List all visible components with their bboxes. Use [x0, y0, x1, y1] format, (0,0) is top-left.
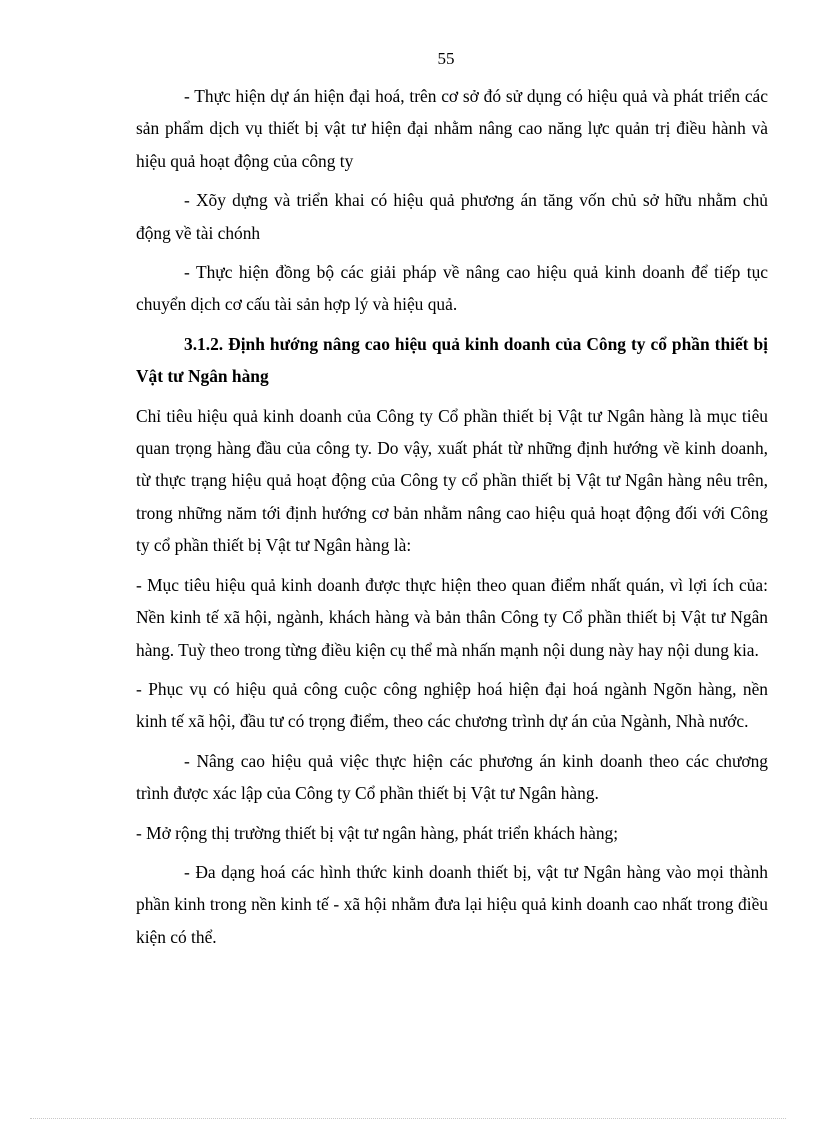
paragraph-capital: - Xõy dựng và triển khai có hiệu quả phương án tăng vốn chủ sở hữu nhằm chủ động về tài chónh [136, 190, 768, 243]
page-body [136, 80, 768, 960]
section-heading: 3.1.2. Định hướng nâng cao hiệu quả kinh doanh của Công ty cổ phần thiết bị Vật tư Ngân hàng [136, 333, 768, 387]
paragraph-solutions: - Thực hiện đồng bộ các giải pháp về nâng cao hiệu quả kinh doanh để tiếp tục chuyển dịch cơ cấu tài sản hợp lý và hiệu quả. [136, 262, 768, 315]
paragraph-objective: - Mục tiêu hiệu quả kinh doanh được thực hiện theo quan điểm nhất quán, vì lợi ích của: Nền kinh tế xã hội, ngành, khách hàng và bản thân Công ty Cổ phần thiết bị Vật tư Ngân hàng. Tuỳ theo trong từng điều kiện cụ thể mà nhấn mạnh nội dung này hay nội dung kia. [136, 574, 768, 660]
paragraph-intro: Chỉ tiêu hiệu quả kinh doanh của Công ty Cổ phần thiết bị Vật tư Ngân hàng là mục tiêu quan trọng hàng đầu của công ty. Do vậy, xuất phát từ những định hướng về kinh doanh, từ thực trạng hiệu quả hoạt động của Công ty cổ phần thiết bị Vật tư Ngân hàng nêu trên, trong những năm tới định hướng cơ bản nhằm nâng cao hiệu quả hoạt động đối với Công ty cổ phần thiết bị Vật tư Ngân hàng là: [136, 405, 768, 556]
page-number: 55 [437, 49, 455, 68]
paragraph-modernization: - Thực hiện dự án hiện đại hoá, trên cơ sở đó sử dụng có hiệu quả và phát triển các sản phẩm dịch vụ thiết bị vật tư hiện đại nhằm nâng cao năng lực quản trị điều hành và hiệu quả hoạt động của công ty [136, 86, 768, 171]
paragraph-industrialization: - Phục vụ có hiệu quả công cuộc công nghiệp hoá hiện đại hoá ngành Ngõn hàng, nền kinh tế xã hội, đầu tư có trọng điểm, theo các chương trình dự án của Ngành, Nhà nước. [136, 678, 768, 732]
paragraph-diversify: - Đa dạng hoá các hình thức kinh doanh thiết bị, vật tư Ngân hàng vào mọi thành phần kinh trong nền kinh tế - xã hội nhằm đưa lại hiệu quả kinh doanh cao nhất trong điều kiện có thể. [136, 861, 768, 947]
page-bottom-divider [30, 1118, 786, 1119]
paragraph-business-plans: - Nâng cao hiệu quả việc thực hiện các phương án kinh doanh theo các chương trình được xác lập của Công ty Cổ phần thiết bị Vật tư Ngân hàng. [136, 750, 768, 804]
paragraph-market: - Mở rộng thị trường thiết bị vật tư ngân hàng, phát triển khách hàng; [136, 822, 619, 843]
